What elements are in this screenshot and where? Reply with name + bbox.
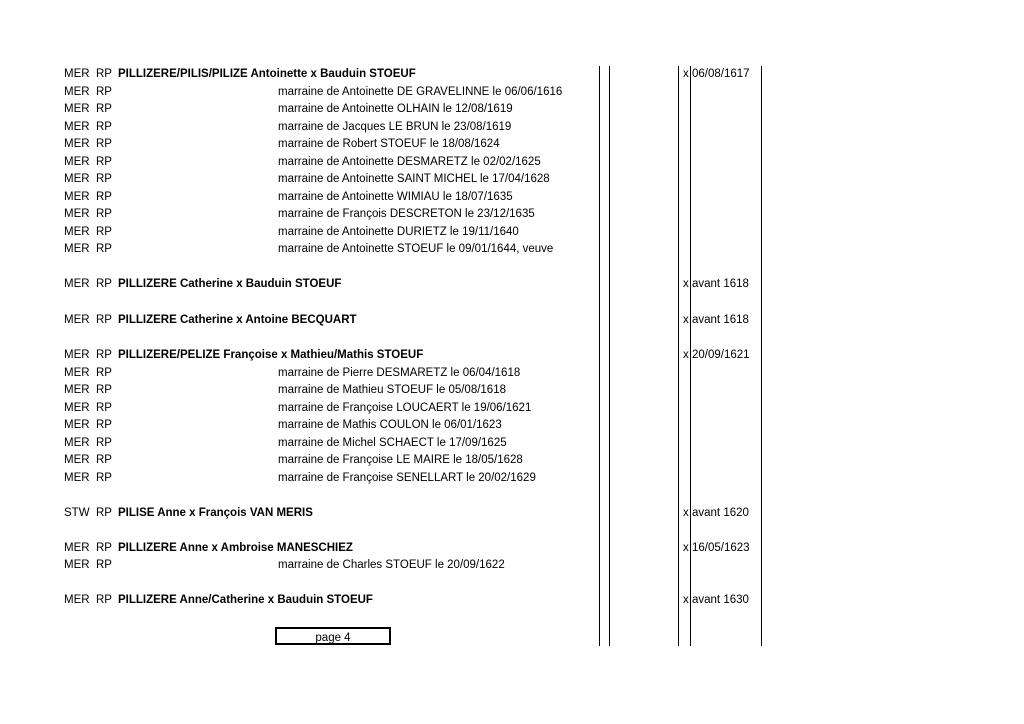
parish-code: MER [64, 437, 90, 449]
column-divider [678, 66, 679, 646]
parish-code: MER [64, 208, 90, 220]
parish-code: MER [64, 594, 90, 606]
source-code: RP [96, 384, 112, 396]
source-code: RP [96, 594, 112, 606]
column-divider [690, 66, 691, 646]
parish-code: MER [64, 542, 90, 554]
godparent-note: marraine de Jacques LE BRUN le 23/08/1619 [278, 121, 512, 133]
source-code: RP [96, 559, 112, 571]
parish-code: MER [64, 68, 90, 80]
godparent-row [0, 119, 1024, 136]
godparent-note: marraine de Françoise LE MAIRE le 18/05/1628 [278, 454, 523, 466]
person-entry: PILLIZERE Anne x Ambroise MANESCHIEZ [118, 542, 353, 554]
godparent-note: marraine de Robert STOEUF le 18/08/1624 [278, 138, 500, 150]
parish-code: MER [64, 367, 90, 379]
person-entry: PILLIZERE/PELIZE Françoise x Mathieu/Mathis STOEUF [118, 349, 424, 361]
source-code: RP [96, 454, 112, 466]
marriage-date: 06/08/1617 [692, 68, 750, 80]
source-code: RP [96, 542, 112, 554]
godparent-row [0, 417, 1024, 434]
godparent-row [0, 557, 1024, 574]
marriage-date: avant 1620 [692, 507, 749, 519]
parish-code: MER [64, 138, 90, 150]
page-number: page 4 [275, 627, 391, 645]
parish-code: MER [64, 156, 90, 168]
marriage-mark: x [683, 507, 689, 519]
parish-code: MER [64, 559, 90, 571]
source-code: RP [96, 226, 112, 238]
godparent-row [0, 84, 1024, 101]
column-divider [609, 66, 610, 646]
person-entry: PILLIZERE Catherine x Bauduin STOEUF [118, 278, 342, 290]
source-code: RP [96, 419, 112, 431]
person-entry: PILLIZERE Anne/Catherine x Bauduin STOEUF [118, 594, 373, 606]
godparent-note: marraine de Antoinette DURIETZ le 19/11/1640 [278, 226, 519, 238]
parish-code: MER [64, 103, 90, 115]
godparent-note: marraine de Antoinette WIMIAU le 18/07/1635 [278, 191, 513, 203]
godparent-note: marraine de Antoinette STOEUF le 09/01/1644, veuve [278, 243, 554, 255]
marriage-mark: x [683, 278, 689, 290]
person-entry: PILLIZERE Catherine x Antoine BECQUART [118, 314, 357, 326]
parish-code: MER [64, 191, 90, 203]
godparent-row [0, 365, 1024, 382]
godparent-row [0, 241, 1024, 258]
parish-code: MER [64, 349, 90, 361]
godparent-row [0, 189, 1024, 206]
source-code: RP [96, 402, 112, 414]
entry-row [0, 66, 1024, 83]
marriage-date: avant 1630 [692, 594, 749, 606]
parish-code: MER [64, 121, 90, 133]
source-code: RP [96, 437, 112, 449]
source-code: RP [96, 367, 112, 379]
parish-code: MER [64, 402, 90, 414]
source-code: RP [96, 121, 112, 133]
marriage-date: 16/05/1623 [692, 542, 750, 554]
entry-row [0, 347, 1024, 364]
source-code: RP [96, 349, 112, 361]
godparent-note: marraine de Antoinette DESMARETZ le 02/02/1625 [278, 156, 541, 168]
source-code: RP [96, 191, 112, 203]
godparent-row [0, 382, 1024, 399]
entry-row [0, 276, 1024, 293]
marriage-mark: x [683, 594, 689, 606]
godparent-row [0, 154, 1024, 171]
godparent-row [0, 136, 1024, 153]
parish-code: MER [64, 384, 90, 396]
godparent-note: marraine de Antoinette DE GRAVELINNE le 06/06/1616 [278, 86, 563, 98]
parish-code: MER [64, 173, 90, 185]
parish-code: MER [64, 243, 90, 255]
godparent-row [0, 171, 1024, 188]
godparent-note: marraine de François DESCRETON le 23/12/1635 [278, 208, 535, 220]
godparent-note: marraine de Françoise LOUCAERT le 19/06/1621 [278, 402, 532, 414]
godparent-row [0, 470, 1024, 487]
parish-code: MER [64, 226, 90, 238]
person-entry: PILISE Anne x François VAN MERIS [118, 507, 313, 519]
source-code: RP [96, 156, 112, 168]
parish-code: MER [64, 278, 90, 290]
godparent-note: marraine de Pierre DESMARETZ le 06/04/1618 [278, 367, 521, 379]
godparent-note: marraine de Mathis COULON le 06/01/1623 [278, 419, 502, 431]
marriage-date: avant 1618 [692, 278, 749, 290]
source-code: RP [96, 138, 112, 150]
source-code: RP [96, 314, 112, 326]
marriage-mark: x [683, 68, 689, 80]
source-code: RP [96, 68, 112, 80]
parish-code: MER [64, 472, 90, 484]
marriage-mark: x [683, 314, 689, 326]
marriage-date: 20/09/1621 [692, 349, 750, 361]
source-code: RP [96, 208, 112, 220]
godparent-row [0, 224, 1024, 241]
entry-row [0, 312, 1024, 329]
godparent-note: marraine de Françoise SENELLART le 20/02/1629 [278, 472, 536, 484]
parish-code: MER [64, 454, 90, 466]
source-code: RP [96, 278, 112, 290]
parish-code: MER [64, 314, 90, 326]
entry-row [0, 592, 1024, 609]
parish-code: MER [64, 419, 90, 431]
godparent-note: marraine de Michel SCHAECT le 17/09/1625 [278, 437, 507, 449]
source-code: RP [96, 103, 112, 115]
parish-code: MER [64, 86, 90, 98]
column-divider [599, 66, 600, 646]
godparent-row [0, 400, 1024, 417]
godparent-row [0, 452, 1024, 469]
godparent-note: marraine de Charles STOEUF le 20/09/1622 [278, 559, 505, 571]
source-code: RP [96, 86, 112, 98]
godparent-row [0, 101, 1024, 118]
person-entry: PILLIZERE/PILIS/PILIZE Antoinette x Bauduin STOEUF [118, 68, 416, 80]
source-code: RP [96, 243, 112, 255]
source-code: RP [96, 472, 112, 484]
godparent-note: marraine de Mathieu STOEUF le 05/08/1618 [278, 384, 506, 396]
godparent-row [0, 206, 1024, 223]
source-code: RP [96, 173, 112, 185]
marriage-mark: x [683, 542, 689, 554]
source-code: RP [96, 507, 112, 519]
godparent-note: marraine de Antoinette OLHAIN le 12/08/1619 [278, 103, 513, 115]
entry-row [0, 505, 1024, 522]
entry-row [0, 540, 1024, 557]
godparent-row [0, 435, 1024, 452]
marriage-mark: x [683, 349, 689, 361]
parish-code: STW [64, 507, 90, 519]
godparent-note: marraine de Antoinette SAINT MICHEL le 17/04/1628 [278, 173, 550, 185]
marriage-date: avant 1618 [692, 314, 749, 326]
column-divider [761, 66, 762, 646]
